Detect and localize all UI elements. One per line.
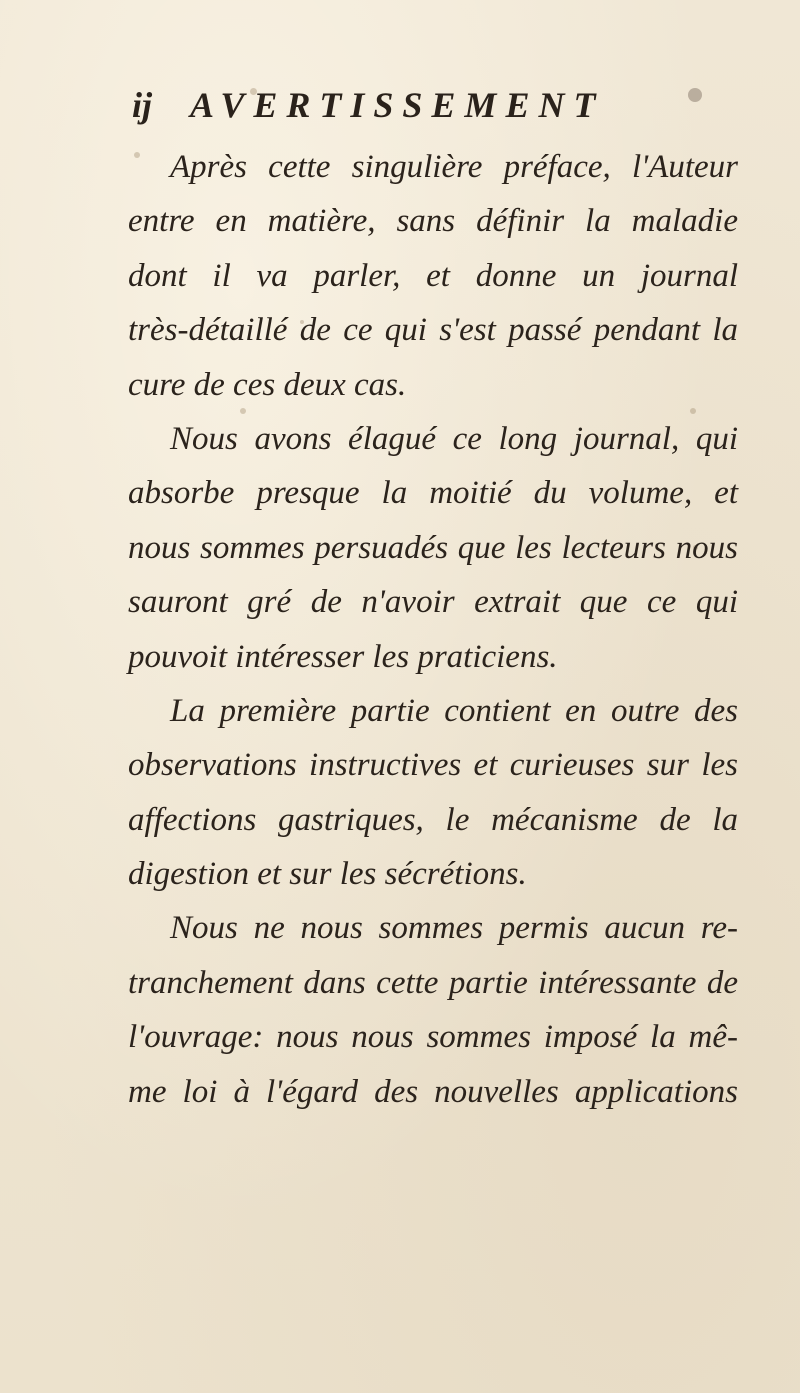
- paragraph-3: [128, 684, 738, 902]
- page-header: [132, 80, 604, 127]
- foxing-spot: [688, 88, 702, 102]
- text-line: dont il va parler, et donne un journal: [128, 257, 738, 294]
- page-number: ij: [132, 85, 153, 125]
- paragraph-4: [128, 901, 738, 1119]
- text-line: digestion et sur les sécrétions.: [128, 856, 527, 893]
- text-line: absorbe presque la moitié du volume, et: [128, 475, 738, 512]
- text-line: pouvoit intéresser les praticiens.: [128, 638, 558, 675]
- paragraph-1: [128, 140, 738, 412]
- text-line: Nous avons élagué ce long journal, qui: [170, 420, 738, 457]
- text-line: entre en matière, sans définir la maladie: [128, 203, 738, 240]
- paragraph-2: [128, 412, 738, 684]
- text-line: nous sommes persuadés que les lecteurs nous: [128, 529, 738, 566]
- text-line: Nous ne nous sommes permis aucun re-: [170, 910, 738, 947]
- text-line: cure de ces deux cas.: [128, 366, 407, 403]
- text-line: affections gastriques, le mécanisme de la: [128, 801, 738, 838]
- body-text: [128, 140, 738, 1119]
- text-line: observations instructives et curieuses sur les: [128, 747, 738, 784]
- text-line: sauront gré de n'avoir extrait que ce qui: [128, 584, 738, 621]
- text-line: très-détaillé de ce qui s'est passé pendant la: [128, 312, 738, 349]
- text-line: Après cette singulière préface, l'Auteur: [170, 149, 738, 185]
- text-line: tranchement dans cette partie intéressante de: [128, 964, 738, 1001]
- text-line: l'ouvrage: nous nous sommes imposé la mê-: [128, 1019, 738, 1056]
- text-line: La première partie contient en outre des: [170, 692, 738, 729]
- text-line: me loi à l'égard des nouvelles applications: [128, 1073, 738, 1110]
- running-title: AVERTISSEMENT: [190, 85, 605, 125]
